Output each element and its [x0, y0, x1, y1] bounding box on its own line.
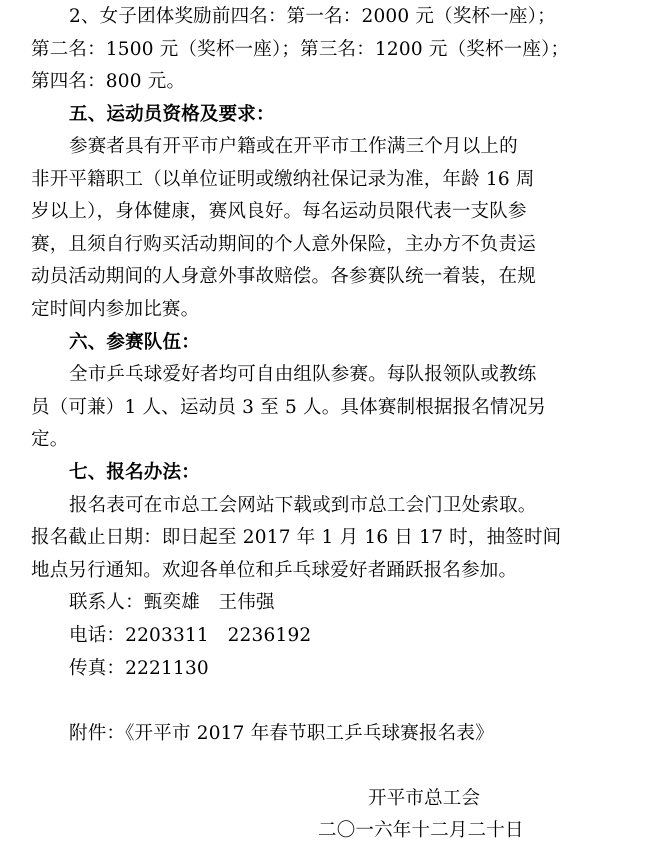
section-6-heading: 六、参赛队伍： — [69, 332, 200, 353]
attachment-note: 附件：《开平市 2017 年春节职工乒乓球赛报名表》 — [69, 723, 494, 744]
contact-person: 联系人：甄奕雄 王伟强 — [69, 592, 275, 613]
section-5-line: 动员活动期间的人身意外事故赔偿。各参赛队统一着装，在规 — [31, 266, 536, 287]
section-5-line: 非开平籍职工（以单位证明或缴纳社保记录为准，年龄 16 周 — [31, 169, 535, 190]
awards-women-line-1: 2、女子团体奖励前四名：第一名：2000 元（奖杯一座）； — [69, 6, 556, 27]
section-7-line: 报名截止日期：即日起至 2017 年 1 月 16 日 17 时，抽签时间 — [31, 527, 562, 548]
section-6-line: 员（可兼）1 人、运动员 3 至 5 人。具体赛制根据报名情况另 — [31, 397, 547, 418]
section-5-line: 赛，且须自行购买活动期间的个人意外保险，主办方不负责运 — [31, 234, 536, 255]
section-5-line: 定时间内参加比赛。 — [31, 299, 200, 320]
section-5-heading: 五、运动员资格及要求： — [69, 104, 275, 125]
section-6-line: 定。 — [31, 429, 69, 450]
contact-fax: 传真：2221130 — [69, 658, 209, 679]
signature-date: 二〇一六年十二月二十日 — [318, 820, 524, 841]
section-5-line: 参赛者具有开平市户籍或在开平市工作满三个月以上的 — [69, 136, 518, 157]
awards-women-line-2: 第二名：1500 元（奖杯一座）；第三名：1200 元（奖杯一座）； — [31, 39, 570, 60]
section-7-line: 报名表可在市总工会网站下载或到市总工会门卫处索取。 — [69, 495, 537, 516]
section-5-line: 岁以上），身体健康，赛风良好。每名运动员限代表一支队参 — [31, 201, 527, 222]
contact-phone: 电话：2203311 2236192 — [69, 625, 312, 646]
section-7-heading: 七、报名办法： — [69, 462, 200, 483]
section-7-line: 地点另行通知。欢迎各单位和乒乓球爱好者踊跃报名参加。 — [31, 560, 518, 581]
signature-organization: 开平市总工会 — [368, 788, 481, 809]
section-6-line: 全市乒乓球爱好者均可自由组队参赛。每队报领队或教练 — [69, 364, 537, 385]
awards-women-line-3: 第四名：800 元。 — [31, 71, 186, 92]
